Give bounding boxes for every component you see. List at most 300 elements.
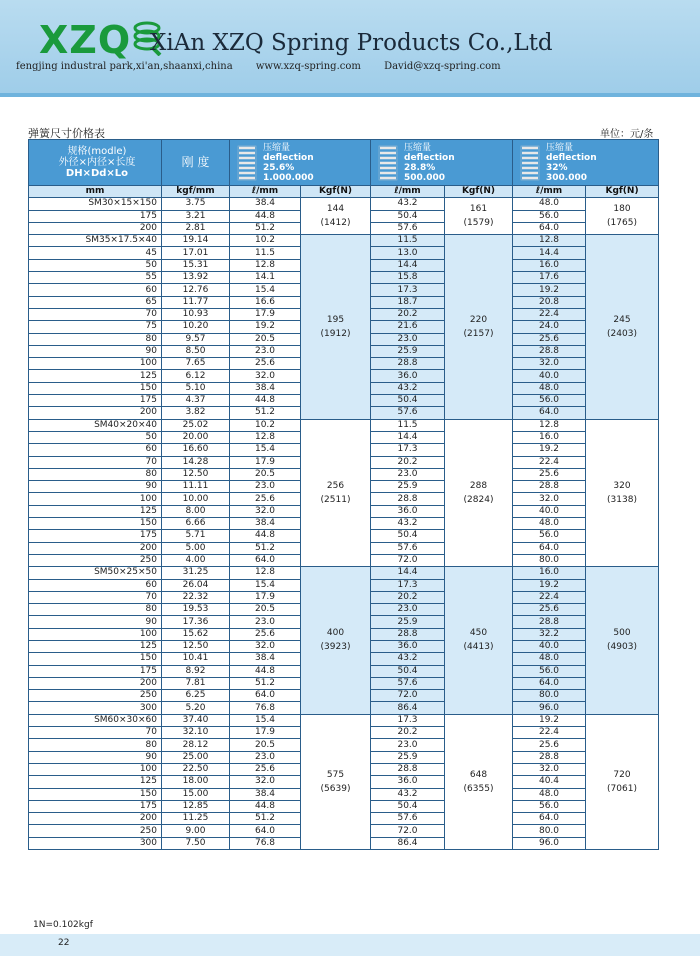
model-header-line2: 外径×内径×长度: [58, 157, 136, 168]
model-cell: 45: [29, 247, 162, 259]
deflection-cell: 28.8: [513, 481, 586, 493]
unit-header: Kgf(N): [301, 186, 371, 198]
model-cell: 175: [29, 665, 162, 677]
deflection-cell: 16.6: [230, 296, 301, 308]
model-cell: 125: [29, 505, 162, 517]
deflection-cell: 28.8: [371, 358, 445, 370]
footnote: 1N=0.102kgf: [33, 920, 93, 930]
stiffness-cell: 17.01: [162, 247, 230, 259]
deflection-cell: 23.0: [371, 333, 445, 345]
deflection-cell: 32.0: [513, 358, 586, 370]
deflection-cell: 36.0: [371, 640, 445, 652]
deflection-cell: 56.0: [513, 800, 586, 812]
unit-header-row: [29, 186, 659, 198]
load-cell-1: [301, 198, 371, 235]
spring-icon: [520, 144, 540, 182]
deflection-cell: 23.0: [371, 604, 445, 616]
stiffness-cell: 4.00: [162, 554, 230, 566]
deflection-cell: 64.0: [513, 222, 586, 234]
deflection-cell: 38.4: [230, 653, 301, 665]
model-cell: 65: [29, 296, 162, 308]
table-row: [29, 235, 659, 247]
deflection-cell: 25.9: [371, 616, 445, 628]
footer-bar: [0, 934, 700, 956]
stiffness-cell: 28.12: [162, 739, 230, 751]
stiffness-cell: 6.12: [162, 370, 230, 382]
deflection-cell: 72.0: [371, 825, 445, 837]
deflection-cell: 15.8: [371, 272, 445, 284]
load-kgf: 288: [469, 480, 488, 491]
deflection-cell: 12.8: [230, 567, 301, 579]
stiffness-cell: 9.57: [162, 333, 230, 345]
stiffness-cell: 26.04: [162, 579, 230, 591]
deflection-cell: 17.9: [230, 727, 301, 739]
model-cell: 175: [29, 530, 162, 542]
stiffness-cell: 7.65: [162, 358, 230, 370]
deflection-cell: 16.0: [513, 259, 586, 271]
deflection-cell: 38.4: [230, 382, 301, 394]
model-cell: 200: [29, 542, 162, 554]
deflection-cell: 72.0: [371, 554, 445, 566]
model-cell: 150: [29, 788, 162, 800]
model-cell: 60: [29, 444, 162, 456]
deflection-cell: 14.4: [513, 247, 586, 259]
model-cell: SM30×15×150: [29, 198, 162, 210]
model-cell: 300: [29, 837, 162, 849]
spring-icon: [237, 144, 257, 182]
deflection-cell: 40.0: [513, 370, 586, 382]
deflection-cell: 80.0: [513, 554, 586, 566]
model-header-line3: DH×Dd×Lo: [65, 168, 129, 179]
deflection-cell: 25.6: [513, 468, 586, 480]
model-cell: 200: [29, 222, 162, 234]
deflection-cell: 20.2: [371, 308, 445, 320]
stiffness-cell: 32.10: [162, 727, 230, 739]
table-body: [29, 198, 659, 850]
deflection-cell: 80.0: [513, 690, 586, 702]
load-cell-2: [445, 567, 513, 715]
model-cell: 70: [29, 591, 162, 603]
model-cell: 90: [29, 616, 162, 628]
deflection-cell: 40.0: [513, 640, 586, 652]
deflection-pct-1: 25.6%: [263, 162, 295, 173]
stiffness-cell: 17.36: [162, 616, 230, 628]
unit-header: ℓ/mm: [513, 186, 586, 198]
deflection-cell: 10.2: [230, 419, 301, 431]
deflection-cell: 28.8: [513, 345, 586, 357]
deflection-cell: 51.2: [230, 542, 301, 554]
model-cell: 60: [29, 284, 162, 296]
price-table: [28, 139, 659, 850]
deflection-cell: 17.9: [230, 456, 301, 468]
stiffness-cell: 6.66: [162, 518, 230, 530]
stiffness-cell: 12.85: [162, 800, 230, 812]
load-cell-2: [445, 198, 513, 235]
stiffness-cell: 8.00: [162, 505, 230, 517]
deflection-cell: 11.5: [371, 235, 445, 247]
model-cell: 125: [29, 776, 162, 788]
load-cell-3: [586, 714, 659, 849]
load-newton: (1765): [607, 218, 637, 229]
load-kgf: 245: [613, 314, 631, 325]
deflection-cell: 48.0: [513, 788, 586, 800]
load-cell-1: [301, 235, 371, 419]
model-cell: 90: [29, 345, 162, 357]
load-kgf: 450: [469, 628, 488, 639]
page-number: 22: [58, 938, 70, 948]
deflection-cell: 25.6: [230, 763, 301, 775]
stiffness-cell: 7.50: [162, 837, 230, 849]
deflection-en-1: deflection: [263, 152, 314, 163]
deflection-cell: 50.4: [371, 800, 445, 812]
model-cell: 125: [29, 370, 162, 382]
spring-icon: [378, 144, 398, 182]
table-row: [29, 198, 659, 210]
deflection-cell: 64.0: [230, 825, 301, 837]
deflection-cell: 51.2: [230, 407, 301, 419]
model-cell: 70: [29, 308, 162, 320]
deflection-cell: 20.5: [230, 739, 301, 751]
deflection-cell: 17.3: [371, 714, 445, 726]
deflection-cell: 28.8: [513, 616, 586, 628]
model-header-line1: 规格(modle): [67, 146, 127, 157]
load-kgf: 180: [613, 204, 631, 215]
load-newton: (7061): [607, 783, 637, 794]
deflection-cell: 76.8: [230, 702, 301, 714]
load-newton: (4903): [607, 642, 637, 653]
deflection-cell: 44.8: [230, 665, 301, 677]
load-newton: (2824): [463, 494, 494, 505]
deflection-cell: 13.0: [371, 247, 445, 259]
model-cell: 250: [29, 554, 162, 566]
stiffness-cell: 14.28: [162, 456, 230, 468]
deflection-cell: 40.4: [513, 776, 586, 788]
table-row: [29, 419, 659, 431]
deflection-en-2: deflection: [404, 152, 455, 163]
deflection-cell: 21.6: [371, 321, 445, 333]
model-cell: SM40×20×40: [29, 419, 162, 431]
deflection-cell: 19.2: [513, 714, 586, 726]
model-cell: 100: [29, 628, 162, 640]
stiffness-cell: 3.21: [162, 210, 230, 222]
stiffness-cell: 37.40: [162, 714, 230, 726]
model-cell: 90: [29, 481, 162, 493]
deflection-cell: 20.5: [230, 333, 301, 345]
deflection-cn-3: 压缩量: [546, 142, 574, 153]
load-cell-3: [586, 567, 659, 715]
stiffness-header: 刚 度: [162, 140, 230, 186]
deflection-cell: 80.0: [513, 825, 586, 837]
load-kgf: 256: [326, 480, 345, 491]
deflection-cell: 50.4: [371, 530, 445, 542]
model-cell: 55: [29, 272, 162, 284]
deflection-cell: 23.0: [230, 481, 301, 493]
deflection-cell: 10.2: [230, 235, 301, 247]
deflection-cell: 40.0: [513, 505, 586, 517]
deflection-cell: 22.4: [513, 727, 586, 739]
stiffness-cell: 18.00: [162, 776, 230, 788]
deflection-cell: 48.0: [513, 382, 586, 394]
deflection-cell: 56.0: [513, 665, 586, 677]
deflection-cell: 32.2: [513, 628, 586, 640]
model-cell: SM35×17.5×40: [29, 235, 162, 247]
table-header-row: [29, 140, 659, 186]
stiffness-cell: 9.00: [162, 825, 230, 837]
unit-header: Kgf(N): [586, 186, 659, 198]
deflection-cell: 15.4: [230, 284, 301, 296]
deflection-header-1: [230, 140, 371, 186]
deflection-cell: 44.8: [230, 210, 301, 222]
stiffness-cell: 3.75: [162, 198, 230, 210]
stiffness-cell: 13.92: [162, 272, 230, 284]
model-cell: 150: [29, 518, 162, 530]
deflection-cell: 12.8: [513, 235, 586, 247]
deflection-cell: 19.2: [513, 444, 586, 456]
deflection-cell: 14.1: [230, 272, 301, 284]
deflection-cell: 17.6: [513, 272, 586, 284]
load-newton: (1912): [320, 328, 351, 339]
deflection-cell: 32.0: [513, 763, 586, 775]
stiffness-cell: 22.32: [162, 591, 230, 603]
load-cell-1: [301, 714, 371, 849]
stiffness-cell: 3.82: [162, 407, 230, 419]
load-kgf: 500: [613, 628, 631, 639]
deflection-cell: 25.6: [513, 604, 586, 616]
stiffness-cell: 7.81: [162, 677, 230, 689]
deflection-cell: 25.6: [513, 333, 586, 345]
load-newton: (2403): [607, 328, 637, 339]
deflection-cell: 23.0: [371, 739, 445, 751]
stiffness-cell: 5.71: [162, 530, 230, 542]
deflection-cell: 12.8: [230, 431, 301, 443]
stiffness-cell: 16.60: [162, 444, 230, 456]
deflection-cell: 15.4: [230, 579, 301, 591]
model-cell: 300: [29, 702, 162, 714]
load-newton: (5639): [320, 783, 351, 794]
deflection-cell: 36.0: [371, 776, 445, 788]
website[interactable]: www.xzq-spring.com: [255, 61, 361, 72]
stiffness-cell: 4.37: [162, 395, 230, 407]
table-title: 弹簧尺寸价格表: [28, 127, 105, 140]
deflection-cell: 25.6: [230, 358, 301, 370]
deflection-cell: 28.8: [513, 751, 586, 763]
deflection-cell: 64.0: [513, 542, 586, 554]
model-cell: 70: [29, 727, 162, 739]
stiffness-cell: 25.02: [162, 419, 230, 431]
company-logo: [39, 20, 162, 60]
deflection-cell: 56.0: [513, 210, 586, 222]
deflection-cell: 14.4: [371, 567, 445, 579]
model-cell: 250: [29, 690, 162, 702]
deflection-cell: 48.0: [513, 198, 586, 210]
stiffness-cell: 11.25: [162, 813, 230, 825]
deflection-cell: 15.4: [230, 444, 301, 456]
model-cell: 175: [29, 395, 162, 407]
deflection-cell: 64.0: [513, 407, 586, 419]
deflection-en-3: deflection: [546, 152, 597, 163]
deflection-cell: 25.9: [371, 345, 445, 357]
deflection-cell: 14.4: [371, 431, 445, 443]
deflection-cell: 20.5: [230, 468, 301, 480]
deflection-header-3: [513, 140, 659, 186]
deflection-cell: 38.4: [230, 518, 301, 530]
model-cell: 175: [29, 210, 162, 222]
deflection-cell: 25.6: [230, 628, 301, 640]
stiffness-cell: 15.00: [162, 788, 230, 800]
deflection-cell: 28.8: [371, 763, 445, 775]
model-cell: 50: [29, 431, 162, 443]
deflection-cell: 76.8: [230, 837, 301, 849]
deflection-cell: 19.2: [513, 579, 586, 591]
deflection-cell: 17.3: [371, 444, 445, 456]
deflection-pct-2: 28.8%: [404, 162, 436, 173]
deflection-cell: 25.9: [371, 751, 445, 763]
stiffness-cell: 6.25: [162, 690, 230, 702]
stiffness-cell: 8.92: [162, 665, 230, 677]
deflection-cell: 20.2: [371, 591, 445, 603]
model-header: [29, 140, 162, 186]
deflection-cell: 14.4: [371, 259, 445, 271]
deflection-cell: 50.4: [371, 210, 445, 222]
deflection-cell: 18.7: [371, 296, 445, 308]
deflection-cell: 32.0: [230, 505, 301, 517]
load-newton: (2157): [463, 328, 494, 339]
deflection-cell: 96.0: [513, 837, 586, 849]
deflection-cell: 19.2: [230, 321, 301, 333]
model-cell: 250: [29, 825, 162, 837]
model-cell: 100: [29, 358, 162, 370]
stiffness-cell: 5.20: [162, 702, 230, 714]
stiffness-cell: 5.10: [162, 382, 230, 394]
load-kgf: 320: [613, 480, 631, 491]
model-cell: 100: [29, 493, 162, 505]
unit-header: ℓ/mm: [371, 186, 445, 198]
stiffness-cell: 20.00: [162, 431, 230, 443]
model-cell: 50: [29, 259, 162, 271]
deflection-cell: 57.6: [371, 677, 445, 689]
deflection-cell: 86.4: [371, 702, 445, 714]
deflection-cell: 12.8: [513, 419, 586, 431]
model-cell: 75: [29, 321, 162, 333]
load-cell-3: [586, 198, 659, 235]
unit-header: Kgf(N): [445, 186, 513, 198]
deflection-cycles-1: 1.000.000: [263, 172, 314, 183]
load-kgf: 195: [326, 314, 345, 325]
load-cell-2: [445, 419, 513, 567]
load-cell-2: [445, 714, 513, 849]
model-cell: 80: [29, 739, 162, 751]
model-cell: 125: [29, 640, 162, 652]
model-cell: 175: [29, 800, 162, 812]
deflection-cell: 16.0: [513, 567, 586, 579]
deflection-cell: 32.0: [513, 493, 586, 505]
deflection-cell: 20.8: [513, 296, 586, 308]
unit-header: mm: [29, 186, 162, 198]
unit-label: 单位：元/条: [600, 129, 654, 140]
deflection-cell: 20.2: [371, 727, 445, 739]
stiffness-cell: 8.50: [162, 345, 230, 357]
stiffness-cell: 22.50: [162, 763, 230, 775]
stiffness-cell: 12.50: [162, 468, 230, 480]
deflection-cell: 17.9: [230, 591, 301, 603]
table-row: [29, 714, 659, 726]
load-cell-2: [445, 235, 513, 419]
deflection-cn-2: 压缩量: [404, 142, 432, 153]
load-newton: (1579): [463, 218, 494, 229]
deflection-cell: 56.0: [513, 530, 586, 542]
deflection-cell: 16.0: [513, 431, 586, 443]
deflection-cell: 44.8: [230, 530, 301, 542]
model-cell: 150: [29, 382, 162, 394]
deflection-cell: 43.2: [371, 788, 445, 800]
deflection-cell: 28.8: [371, 628, 445, 640]
deflection-cell: 24.0: [513, 321, 586, 333]
email[interactable]: David@xzq-spring.com: [384, 61, 501, 72]
deflection-cell: 32.0: [230, 640, 301, 652]
deflection-cell: 64.0: [513, 677, 586, 689]
stiffness-cell: 10.00: [162, 493, 230, 505]
model-cell: 60: [29, 579, 162, 591]
model-cell: SM60×30×60: [29, 714, 162, 726]
deflection-cn-1: 压缩量: [263, 142, 291, 153]
deflection-cell: 64.0: [230, 690, 301, 702]
deflection-cell: 43.2: [371, 198, 445, 210]
load-kgf: 720: [613, 769, 631, 780]
stiffness-cell: 19.14: [162, 235, 230, 247]
header-divider: [0, 93, 700, 97]
model-cell: 150: [29, 653, 162, 665]
deflection-header-2: [371, 140, 513, 186]
deflection-cell: 36.0: [371, 370, 445, 382]
load-cell-1: [301, 419, 371, 567]
load-kgf: 161: [469, 204, 488, 215]
load-kgf: 220: [469, 314, 488, 325]
deflection-cell: 57.6: [371, 813, 445, 825]
deflection-pct-3: 32%: [546, 162, 568, 173]
load-cell-1: [301, 567, 371, 715]
load-kgf: 648: [469, 769, 488, 780]
deflection-cell: 50.4: [371, 665, 445, 677]
stiffness-cell: 15.31: [162, 259, 230, 271]
deflection-cell: 25.6: [230, 493, 301, 505]
deflection-cell: 11.5: [230, 247, 301, 259]
load-newton: (2511): [320, 494, 351, 505]
load-kgf: 144: [326, 204, 345, 215]
deflection-cell: 38.4: [230, 788, 301, 800]
deflection-cell: 25.6: [513, 739, 586, 751]
model-cell: 100: [29, 763, 162, 775]
stiffness-cell: 11.11: [162, 481, 230, 493]
deflection-cell: 17.3: [371, 579, 445, 591]
stiffness-cell: 11.77: [162, 296, 230, 308]
stiffness-cell: 31.25: [162, 567, 230, 579]
load-newton: (3138): [607, 494, 637, 505]
load-cell-3: [586, 419, 659, 567]
stiffness-cell: 2.81: [162, 222, 230, 234]
model-cell: 70: [29, 456, 162, 468]
company-name: XiAn XZQ Spring Products Co.,Ltd: [150, 30, 553, 56]
deflection-cell: 57.6: [371, 407, 445, 419]
deflection-cell: 86.4: [371, 837, 445, 849]
deflection-cycles-3: 300.000: [546, 172, 588, 183]
deflection-cell: 43.2: [371, 518, 445, 530]
deflection-cell: 72.0: [371, 690, 445, 702]
contact-line: [16, 61, 521, 72]
deflection-cycles-2: 500.000: [404, 172, 445, 183]
deflection-cell: 56.0: [513, 395, 586, 407]
table-row: [29, 567, 659, 579]
model-cell: 80: [29, 333, 162, 345]
